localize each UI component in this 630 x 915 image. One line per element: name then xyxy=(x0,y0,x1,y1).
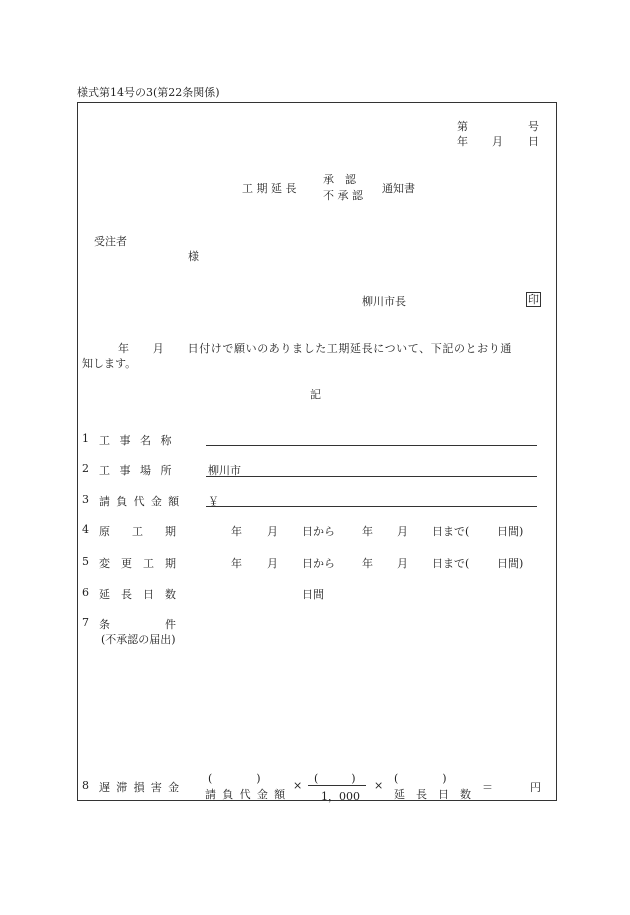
period-month-from: 月 xyxy=(267,525,278,538)
item-num: 7 xyxy=(82,616,89,629)
item-label: 原 工 期 xyxy=(99,525,176,538)
underline xyxy=(206,445,537,446)
period-year-from: 年 xyxy=(231,557,242,570)
item-label: 条 件 xyxy=(99,618,176,631)
title-left: 工 期 延 長 xyxy=(242,182,297,195)
period-days: 日間) xyxy=(497,525,524,538)
period-month-to: 月 xyxy=(397,557,408,570)
number-suffix: 号 xyxy=(528,120,539,133)
penalty-rate-paren: ( ) xyxy=(314,772,356,785)
date-month: 月 xyxy=(492,135,503,148)
body-line-1: 年 月 日付けで願いのありました工期延長について、下記のとおり通 xyxy=(118,342,512,355)
item-value: ￥ xyxy=(208,495,219,508)
item-num: 5 xyxy=(82,555,89,568)
item-num: 1 xyxy=(82,432,89,445)
penalty-rate-denominator: 1，000 xyxy=(321,790,360,803)
number-prefix: 第 xyxy=(457,120,468,133)
equals-sign: ＝ xyxy=(482,781,493,794)
item-num: 4 xyxy=(82,523,89,536)
form-id: 様式第14号の3(第22条関係) xyxy=(77,86,220,99)
penalty-days-label: 延 長 日 数 xyxy=(394,788,471,801)
item-label: 遅 滞 損 害 金 xyxy=(99,781,181,794)
period-month-from: 月 xyxy=(267,557,278,570)
seal-mark: 印 xyxy=(528,293,539,306)
item-label: 請 負 代 金 額 xyxy=(99,495,181,508)
underline xyxy=(206,476,537,477)
period-day-to: 日まで( xyxy=(432,525,470,538)
times-sign: × xyxy=(293,779,303,792)
ki-heading: 記 xyxy=(310,388,321,401)
date-year: 年 xyxy=(457,135,468,148)
period-year-from: 年 xyxy=(231,525,242,538)
title-disapprove: 不 承 認 xyxy=(323,189,363,202)
item-label: 変 更 工 期 xyxy=(99,557,176,570)
period-month-to: 月 xyxy=(397,525,408,538)
item-label: 工 事 名 称 xyxy=(99,434,175,447)
times-sign: × xyxy=(374,779,384,792)
period-year-to: 年 xyxy=(362,525,373,538)
period-days: 日間) xyxy=(497,557,524,570)
item-label: 工 事 場 所 xyxy=(99,464,175,477)
fraction-bar xyxy=(308,785,366,786)
period-year-to: 年 xyxy=(362,557,373,570)
recipient-honorific: 様 xyxy=(188,250,199,263)
sender-name: 柳川市長 xyxy=(362,295,406,308)
penalty-amount-label: 請 負 代 金 額 xyxy=(205,788,287,801)
underline xyxy=(206,506,537,507)
item-num: 6 xyxy=(82,586,89,599)
penalty-days-paren: ( ) xyxy=(394,772,447,785)
item-num: 2 xyxy=(82,462,89,475)
recipient-label: 受注者 xyxy=(94,235,127,248)
period-day-from: 日から xyxy=(302,557,335,570)
yen-unit: 円 xyxy=(530,781,541,794)
item-sublabel: (不承認の届出) xyxy=(101,633,176,646)
title-approve: 承 認 xyxy=(323,173,356,186)
title-right: 通知書 xyxy=(382,182,415,195)
penalty-amount-paren: ( ) xyxy=(208,772,261,785)
period-day-to: 日まで( xyxy=(432,557,470,570)
period-day-from: 日から xyxy=(302,525,335,538)
item-value: 日間 xyxy=(302,588,324,601)
item-num: 8 xyxy=(82,779,89,792)
body-line-2: 知します。 xyxy=(82,357,137,370)
date-day: 日 xyxy=(528,135,539,148)
form-frame xyxy=(77,102,557,801)
item-label: 延 長 日 数 xyxy=(99,588,176,601)
item-num: 3 xyxy=(82,493,89,506)
item-value: 柳川市 xyxy=(208,464,241,477)
